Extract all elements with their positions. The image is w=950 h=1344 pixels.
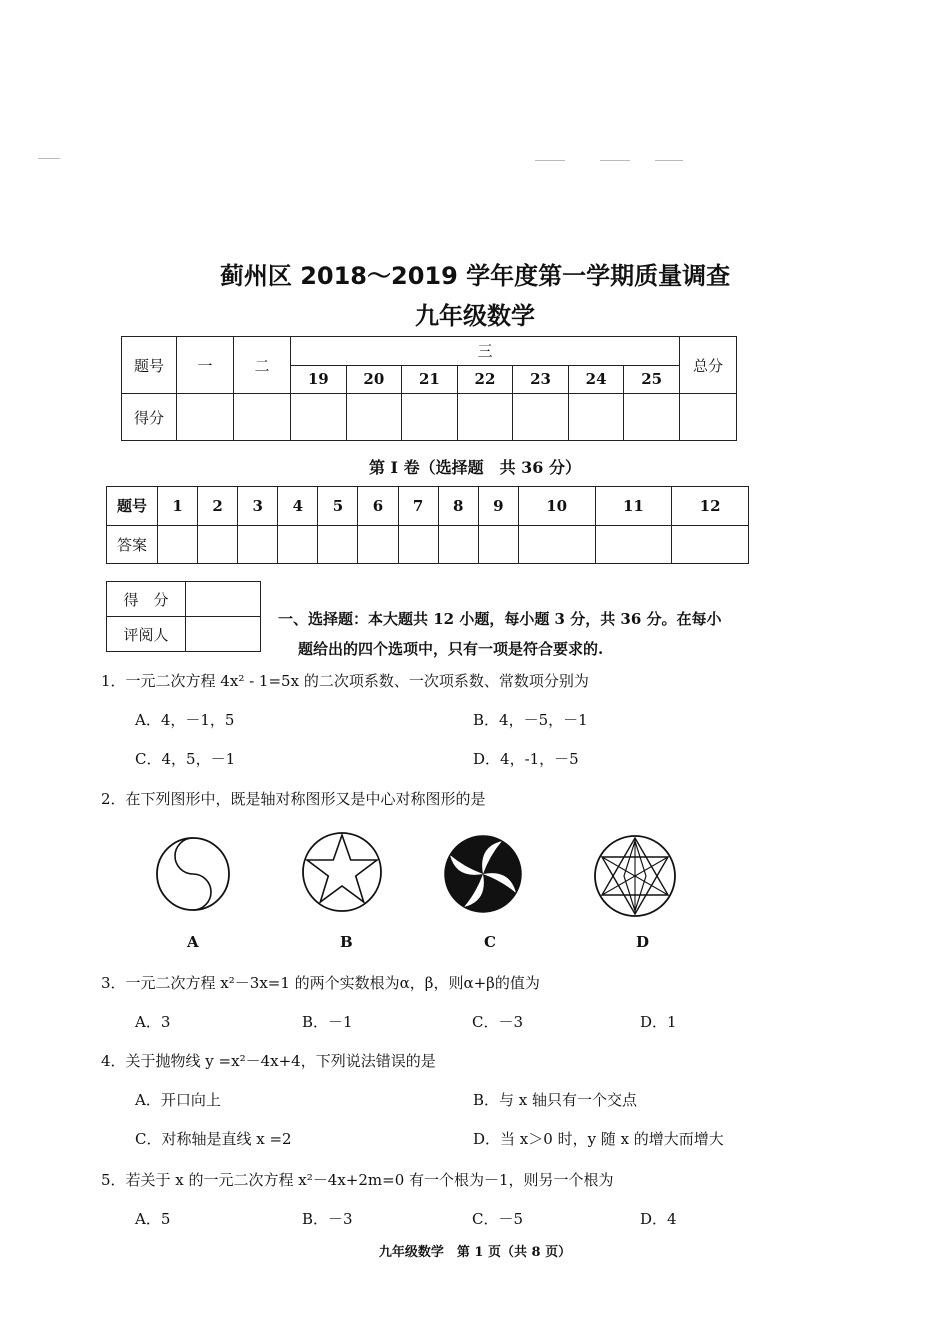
score-cell[interactable] [513,394,569,441]
answer-table-number: 9 [478,487,518,526]
score-table-col-2: 二 [234,337,291,394]
grader-reviewer-label: 评阅人 [107,617,186,652]
answer-cell[interactable] [238,525,278,564]
q4-option-a[interactable]: A．开口向上 [135,1091,221,1109]
answer-table [106,486,749,564]
page-footer: 九年级数学 第 1 页（共 8 页） [378,1245,572,1260]
score-table-sub: 20 [346,365,402,394]
question-4: 4．关于抛物线 y =x²－4x+4，下列说法错误的是 [101,1052,436,1070]
q3-option-a[interactable]: A．3 [135,1013,171,1031]
score-table-col-1: 一 [177,337,234,394]
score-table-sub: 24 [568,365,624,394]
answer-cell[interactable] [158,525,198,564]
answer-cell[interactable] [398,525,438,564]
score-cell[interactable] [680,394,737,441]
answer-cell[interactable] [318,525,358,564]
score-row-label: 得分 [122,394,177,441]
answer-cell[interactable] [278,525,318,564]
score-cell[interactable] [457,394,513,441]
q1-option-d[interactable]: D．4，-1，－5 [473,750,579,768]
answer-cell[interactable] [672,525,749,564]
answer-table-number: 8 [438,487,478,526]
answer-cell[interactable] [595,525,672,564]
answer-row-label: 答案 [107,525,158,564]
scan-artifact [535,160,565,161]
answer-table-header: 题号 [107,487,158,526]
score-table [121,336,737,441]
question-1: 1．一元二次方程 4x² - 1=5x 的二次项系数、一次项系数、常数项分别为 [101,672,589,690]
score-table-sub: 23 [513,365,569,394]
score-cell[interactable] [568,394,624,441]
answer-table-number: 12 [672,487,749,526]
figure-a-label: A [187,933,199,951]
score-table-row-header: 题号 [122,337,177,394]
figure-d-label: D [636,933,650,951]
answer-table-number: 11 [595,487,672,526]
grader-score-label: 得 分 [107,582,186,617]
question-5: 5．若关于 x 的一元二次方程 x²－4x+2m=0 有一个根为－1，则另一个根为 [101,1171,614,1189]
q3-option-b[interactable]: B．－1 [302,1013,353,1031]
scan-artifact [600,160,630,161]
grader-reviewer-cell[interactable] [186,617,261,652]
q1-option-b[interactable]: B．4，－5，－1 [473,711,588,729]
score-table-sub: 21 [402,365,458,394]
figure-a-yin-yang[interactable] [154,835,232,913]
grader-box [106,581,261,652]
answer-table-number: 6 [358,487,398,526]
instructions-line-2: 题给出的四个选项中，只有一项是符合要求的. [298,640,604,658]
figure-c-pinwheel[interactable] [442,833,524,915]
score-table-sub: 25 [624,365,680,394]
q1-option-c[interactable]: C．4，5，－1 [135,750,236,768]
section-heading: 第 I 卷（选择题 共 36 分） [368,458,582,477]
q4-option-d[interactable]: D．当 x＞0 时，y 随 x 的增大而增大 [473,1130,724,1148]
answer-cell[interactable] [198,525,238,564]
score-cell[interactable] [402,394,458,441]
q5-option-a[interactable]: A．5 [135,1210,171,1228]
score-cell[interactable] [291,394,347,441]
figure-b-star[interactable] [300,830,384,914]
q3-option-d[interactable]: D．1 [640,1013,677,1031]
answer-cell[interactable] [438,525,478,564]
score-table-col-3-group: 三 [291,337,680,366]
score-cell[interactable] [177,394,234,441]
answer-table-number: 1 [158,487,198,526]
answer-cell[interactable] [478,525,518,564]
question-2: 2．在下列图形中，既是轴对称图形又是中心对称图形的是 [101,790,486,808]
q4-option-c[interactable]: C．对称轴是直线 x =2 [135,1130,292,1148]
score-table-sub: 22 [457,365,513,394]
instructions-line-1: 一、选择题：本大题共 12 小题，每小题 3 分，共 36 分。在每小 [278,610,722,628]
exam-subtitle: 九年级数学 [415,302,535,330]
scan-artifact [655,160,683,161]
q5-option-d[interactable]: D．4 [640,1210,677,1228]
answer-table-number: 7 [398,487,438,526]
answer-cell[interactable] [518,525,595,564]
scan-artifact [38,158,60,159]
figure-b-label: B [340,933,353,951]
score-table-sub: 19 [291,365,347,394]
answer-table-number: 4 [278,487,318,526]
score-cell[interactable] [346,394,402,441]
q4-option-b[interactable]: B．与 x 轴只有一个交点 [473,1091,638,1109]
grader-score-cell[interactable] [186,582,261,617]
q5-option-c[interactable]: C．－5 [472,1210,524,1228]
score-cell[interactable] [234,394,291,441]
answer-table-number: 2 [198,487,238,526]
q5-option-b[interactable]: B．－3 [302,1210,353,1228]
answer-table-number: 10 [518,487,595,526]
figure-d-hexagram[interactable] [592,833,678,919]
score-table-total: 总分 [680,337,737,394]
figure-c-label: C [484,933,496,951]
q3-option-c[interactable]: C．－3 [472,1013,524,1031]
exam-title: 蓟州区 2018～2019 学年度第一学期质量调查 [219,262,731,290]
answer-cell[interactable] [358,525,398,564]
answer-table-number: 5 [318,487,358,526]
q1-option-a[interactable]: A．4，－1，5 [135,711,235,729]
score-cell[interactable] [624,394,680,441]
answer-table-number: 3 [238,487,278,526]
question-3: 3．一元二次方程 x²－3x=1 的两个实数根为α，β，则α+β的值为 [101,974,540,992]
